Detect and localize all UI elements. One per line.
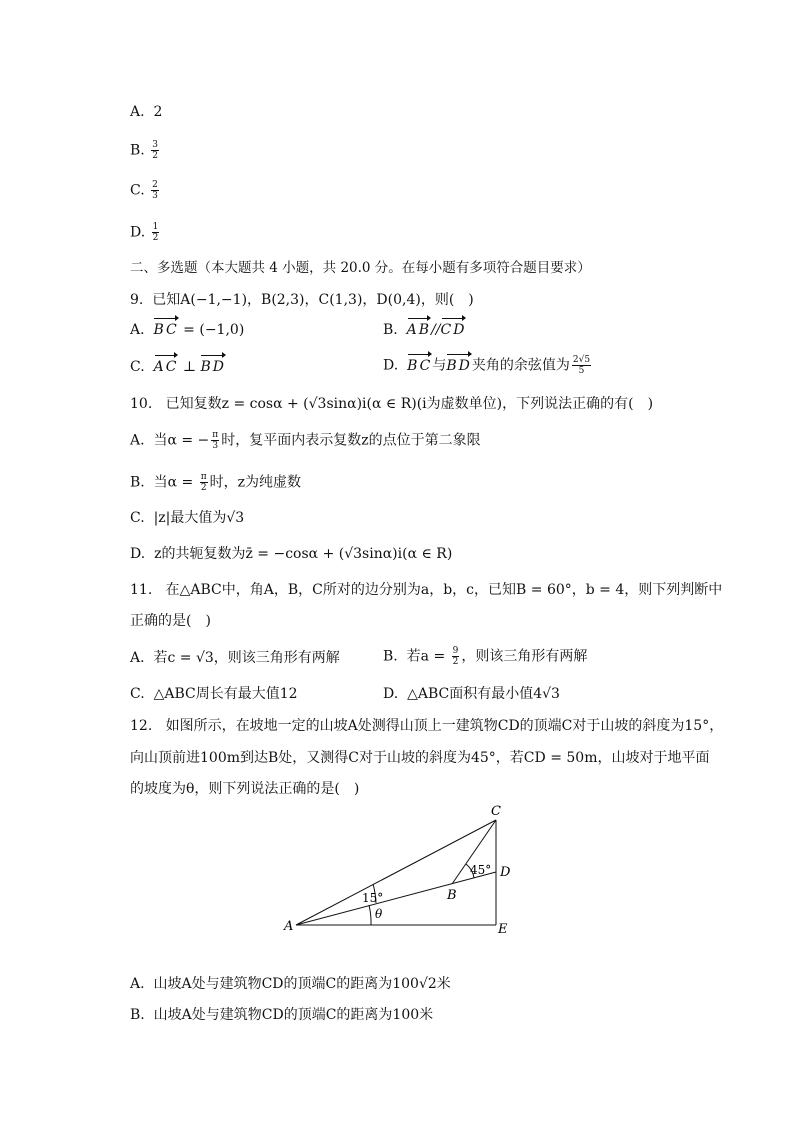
vector: AC <box>153 359 179 375</box>
option-text: 山坡A处与建筑物CD的顶端C的距离为100米 <box>153 1007 434 1023</box>
q12-option-a <box>130 974 451 994</box>
question-number: 9. <box>130 292 144 308</box>
fraction <box>151 180 159 201</box>
option-text: z的共轭复数为z̄ = −cosα + (√3sinα)i(α ∈ R) <box>154 546 453 562</box>
option-text: 若a = <box>406 648 450 665</box>
option-text: △ABC面积有最小值4√3 <box>407 686 560 702</box>
q11-stem-line1 <box>130 580 722 600</box>
vector: AB <box>406 322 432 338</box>
fraction <box>152 222 160 243</box>
question-text: 已知复数z = cosα + (√3sinα)i(α ∈ R)(i为虚数单位)，下列说法正确的有( ) <box>165 396 654 412</box>
option-letter: B. <box>130 142 145 159</box>
vector: BC <box>407 357 433 374</box>
option-text: 若c = √3，则该三角形有两解 <box>153 650 340 666</box>
q11-option-b <box>383 646 587 667</box>
option-text: ，则该三角形有两解 <box>461 648 588 665</box>
q12-stem-line2: 向山顶前进100m到达B处，又测得C对于山坡的斜度为45°，若CD = 50m，山坡对于地平面 <box>130 750 710 766</box>
option-letter: A. <box>130 432 145 449</box>
denominator: 3 <box>152 191 158 201</box>
option-letter: D. <box>383 686 399 702</box>
question-number: 11. <box>130 582 153 598</box>
denominator: 2 <box>152 233 159 243</box>
q10-stem <box>130 394 653 414</box>
option-letter: C. <box>130 510 145 526</box>
denominator: 2 <box>152 151 158 161</box>
fraction <box>452 646 460 667</box>
q10-option-c <box>130 508 244 528</box>
denominator: 5 <box>578 366 585 376</box>
q10-option-b <box>130 472 301 493</box>
vector: CD <box>440 322 467 338</box>
q12-option-b <box>130 1005 433 1025</box>
angle-15-label: 15° <box>362 891 384 905</box>
option-value: 2 <box>153 104 163 120</box>
angle-45-label: 45° <box>470 863 492 877</box>
arc-theta <box>369 905 371 925</box>
q11-option-d <box>383 684 560 704</box>
q8-option-c <box>130 180 161 201</box>
label-c: C <box>491 804 501 819</box>
q11-stem-line2: 正确的是( ) <box>130 613 211 629</box>
option-letter: D. <box>130 224 146 241</box>
question-text: 已知A(−1,−1)，B(2,3)，C(1,3)，D(0,4)，则( ) <box>152 292 474 308</box>
numerator: 3 <box>152 140 158 150</box>
option-letter: A. <box>130 650 145 666</box>
option-letter: B. <box>383 648 398 665</box>
option-letter: B. <box>383 322 398 338</box>
q11-option-a <box>130 648 340 668</box>
line-ac <box>296 820 496 925</box>
q8-option-a <box>130 102 162 122</box>
denominator: 3 <box>212 441 219 451</box>
denominator: 2 <box>452 657 459 667</box>
option-text: 当α = <box>153 474 198 491</box>
denominator: 2 <box>200 483 207 493</box>
label-a: A <box>284 919 294 934</box>
option-text: 山坡A处与建筑物CD的顶端C的距离为100√2米 <box>153 976 451 992</box>
option-letter: B. <box>130 1007 145 1023</box>
question-number: 10. <box>130 396 153 412</box>
section-heading: 二、多选题（本大题共 4 小题，共 20.0 分。在每小题有多项符合题目要求） <box>130 260 591 276</box>
label-e: E <box>498 922 508 937</box>
option-text: |z|最大值为√3 <box>153 510 245 526</box>
label-b: B <box>447 888 457 903</box>
option-letter: A. <box>130 322 145 338</box>
option-letter: B. <box>130 474 145 491</box>
fraction <box>200 472 208 493</box>
q9-option-b <box>383 320 466 340</box>
vector: BC <box>153 322 179 338</box>
line-ad <box>296 872 496 925</box>
question-number: 12. <box>130 718 153 734</box>
numerator: 2√5 <box>572 355 591 365</box>
option-text: 时，复平面内表示复数z的点位于第二象限 <box>221 432 481 449</box>
q10-option-a <box>130 430 481 451</box>
fraction <box>211 430 219 451</box>
q12-stem-line1 <box>130 716 723 736</box>
angle-theta-label: θ <box>375 907 383 921</box>
option-letter: C. <box>130 359 145 375</box>
option-text: 当α = − <box>153 432 210 449</box>
vector: BD <box>200 359 226 375</box>
option-text: // <box>431 322 441 338</box>
numerator: 9 <box>452 646 459 656</box>
option-text: △ABC周长有最大值12 <box>153 686 298 702</box>
fraction <box>572 355 591 376</box>
option-text: ⊥ <box>178 359 201 375</box>
option-letter: C. <box>130 686 145 702</box>
label-d: D <box>500 865 511 880</box>
q9-option-c <box>130 357 226 377</box>
option-text: 时，z为纯虚数 <box>209 474 302 491</box>
numerator: 2 <box>152 180 158 190</box>
q8-option-b <box>130 140 161 161</box>
question-text: 在△ABC中，角A，B，C所对的边分别为a，b，c，已知B = 60°，b = 4，则下列判断中 <box>165 582 723 598</box>
q8-option-d <box>130 222 161 243</box>
option-letter: A. <box>130 976 145 992</box>
q10-option-d <box>130 544 452 564</box>
numerator: π <box>200 472 207 482</box>
vector: BD <box>446 357 472 374</box>
q9-stem <box>130 290 474 310</box>
question-text: 如图所示，在坡地一定的山坡A处测得山顶上一建筑物CD的顶端C对于山坡的斜度为15°， <box>165 718 724 734</box>
option-letter: C. <box>130 182 145 199</box>
q9-option-d <box>383 355 593 376</box>
option-letter: D. <box>383 357 399 374</box>
option-text: 与 <box>432 357 447 374</box>
slope-diagram <box>280 800 520 940</box>
option-letter: D. <box>130 546 146 562</box>
option-text: = (−1,0) <box>178 322 245 338</box>
q9-option-a <box>130 320 244 340</box>
q12-stem-line3: 的坡度为θ，则下列说法正确的是( ) <box>130 781 360 797</box>
option-letter: A. <box>130 104 145 120</box>
numerator: π <box>212 430 219 440</box>
numerator: 1 <box>152 222 159 232</box>
fraction <box>151 140 159 161</box>
option-text: 夹角的余弦值为 <box>471 357 570 374</box>
q11-option-c <box>130 684 298 704</box>
